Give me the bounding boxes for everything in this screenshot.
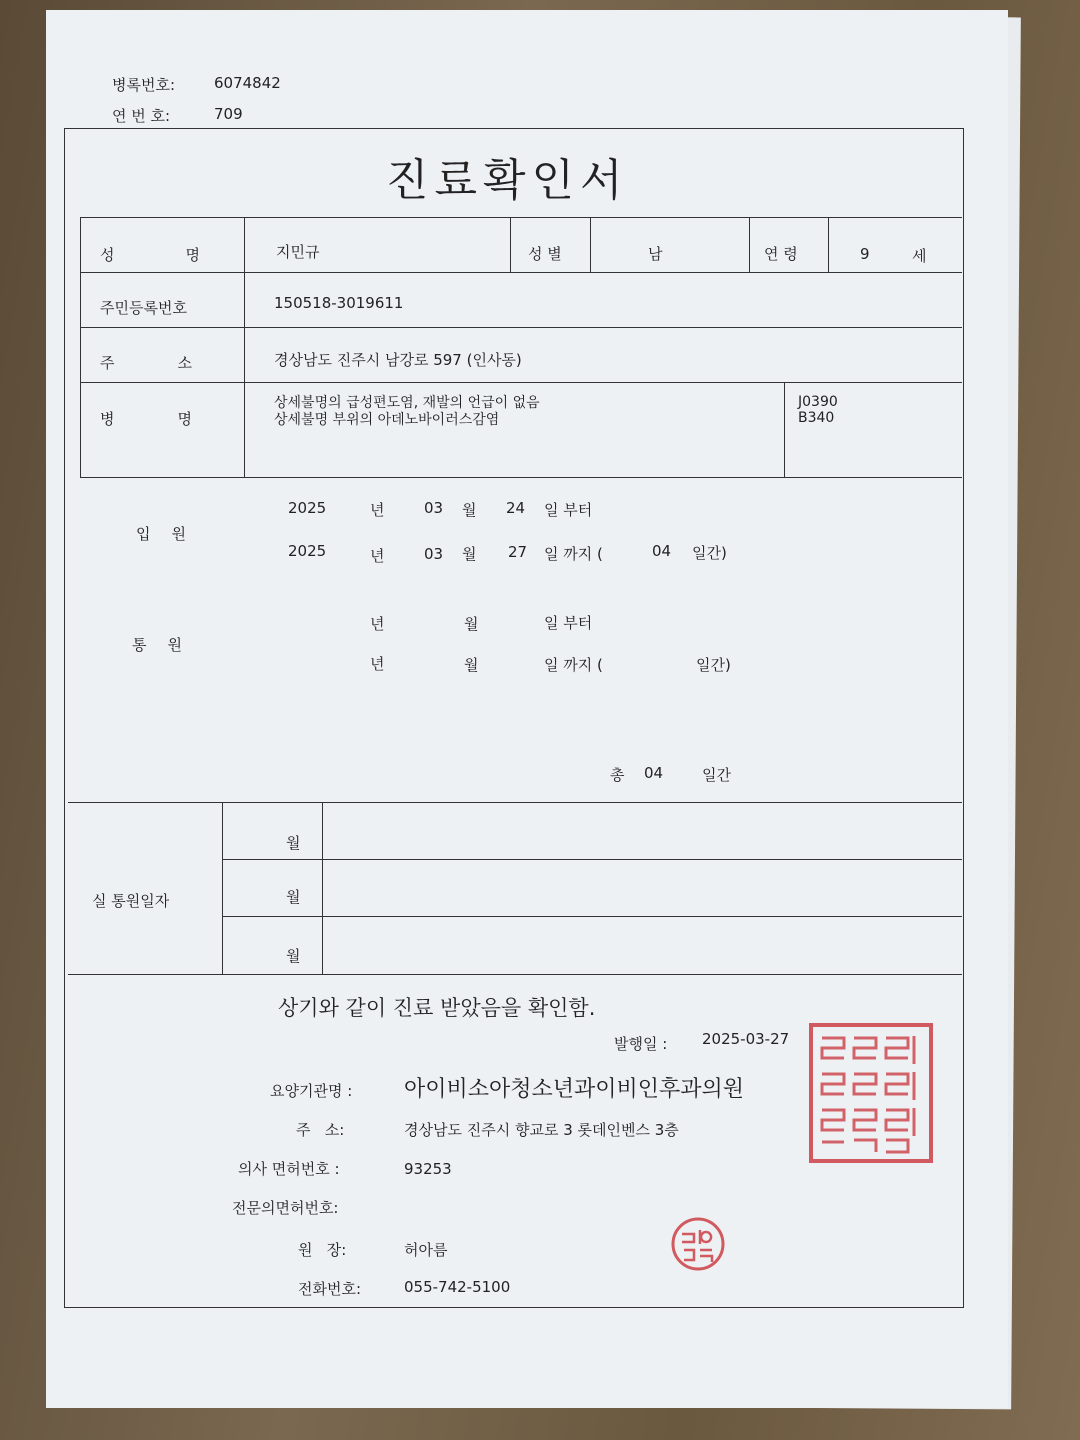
- admission-end-month: 03: [424, 545, 444, 563]
- name-label: 성 명: [100, 246, 200, 264]
- clinic-address-label: 주 소:: [296, 1121, 345, 1139]
- director-seal-stamp: [670, 1216, 726, 1272]
- diagnosis-code-2: B340: [798, 410, 835, 426]
- id-label: 주민등록번호: [100, 299, 187, 317]
- rule: [828, 217, 829, 272]
- rule: [68, 974, 962, 975]
- serial-label: 연 번 호:: [112, 107, 171, 125]
- total-days: 04: [644, 764, 664, 782]
- specialist-license-label: 전문의면허번호:: [232, 1199, 339, 1217]
- license-label: 의사 면허번호 :: [238, 1160, 340, 1178]
- sex-label: 성 별: [528, 245, 562, 263]
- rule: [80, 382, 962, 383]
- from-label: 일 부터: [544, 501, 593, 519]
- rule: [80, 327, 962, 328]
- clinic-name: 아이비소아청소년과이비인후과의원: [404, 1077, 745, 1102]
- month-unit: 월: [462, 545, 477, 563]
- patient-id: 150518-3019611: [274, 294, 404, 312]
- clinic-seal-stamp: [808, 1022, 934, 1164]
- license-number: 93253: [404, 1160, 452, 1178]
- outpatient-label: 통 원: [132, 636, 182, 654]
- page-title: 진료확인서: [386, 155, 629, 206]
- outpatient-until: 일 까지 (: [544, 656, 603, 674]
- admission-end-year: 2025: [288, 542, 327, 560]
- rule: [80, 477, 962, 478]
- record-number: 6074842: [214, 74, 281, 92]
- admission-end-day: 27: [508, 543, 528, 561]
- until-label: 일 까지 (: [544, 545, 603, 563]
- year-unit: 년: [370, 501, 385, 519]
- director-label: 원 장:: [298, 1241, 347, 1259]
- year-unit: 년: [370, 655, 385, 673]
- phone-number: 055-742-5100: [404, 1278, 511, 1296]
- rule: [80, 217, 962, 218]
- serial-number: 709: [214, 105, 243, 123]
- month-unit: 월: [462, 501, 477, 519]
- visit-month: 월: [286, 834, 301, 852]
- rule: [749, 217, 750, 272]
- admission-days: 04: [652, 542, 672, 560]
- admission-start-day: 24: [506, 499, 526, 517]
- diagnosis-code-1: J0390: [798, 394, 838, 410]
- rule: [222, 859, 962, 860]
- visit-month: 월: [286, 888, 301, 906]
- diagnosis-label: 병 명: [100, 410, 192, 428]
- year-unit: 년: [370, 547, 385, 565]
- patient-age: 9: [860, 245, 870, 263]
- outpatient-from: 일 부터: [544, 614, 593, 632]
- visit-dates-label: 실 통원일자: [92, 892, 170, 910]
- record-label: 병록번호:: [112, 76, 176, 94]
- address-label: 주 소: [100, 354, 192, 372]
- month-unit: 월: [464, 656, 479, 674]
- total-unit: 일간: [702, 766, 731, 784]
- total-prefix: 총: [610, 766, 625, 784]
- confirmation-text: 상기와 같이 진료 받았음을 확인함.: [278, 996, 596, 1020]
- month-unit: 월: [464, 615, 479, 633]
- age-unit: 세: [912, 247, 927, 265]
- rule: [222, 916, 962, 917]
- issue-date: 2025-03-27: [702, 1030, 790, 1048]
- visit-month: 월: [286, 947, 301, 965]
- rule: [68, 802, 962, 803]
- diagnosis-2: 상세불명 부위의 아데노바이러스감염: [274, 412, 500, 428]
- clinic-address: 경상남도 진주시 향교로 3 롯데인벤스 3층: [404, 1121, 679, 1139]
- days-unit: 일간): [692, 544, 727, 562]
- rule: [322, 802, 323, 974]
- patient-name: 지민규: [276, 243, 320, 261]
- rule: [784, 382, 785, 477]
- year-unit: 년: [370, 615, 385, 633]
- admission-start-year: 2025: [288, 499, 327, 517]
- rule: [244, 217, 245, 477]
- rule: [80, 217, 81, 477]
- certificate-sheet: [46, 10, 1008, 1408]
- diagnosis-1: 상세불명의 급성편도염, 재발의 언급이 없음: [274, 395, 540, 411]
- patient-sex: 남: [648, 245, 663, 263]
- rule: [590, 217, 591, 272]
- clinic-name-label: 요양기관명 :: [270, 1082, 353, 1100]
- patient-address: 경상남도 진주시 남강로 597 (인사동): [274, 351, 522, 369]
- admission-label: 입 원: [136, 525, 186, 543]
- days-unit: 일간): [696, 656, 731, 674]
- age-label: 연 령: [764, 245, 798, 263]
- rule: [80, 272, 962, 273]
- issue-label: 발행일 :: [614, 1035, 668, 1053]
- admission-start-month: 03: [424, 499, 444, 517]
- rule: [222, 802, 223, 974]
- phone-label: 전화번호:: [298, 1280, 362, 1298]
- director-name: 허아름: [404, 1241, 448, 1259]
- rule: [510, 217, 511, 272]
